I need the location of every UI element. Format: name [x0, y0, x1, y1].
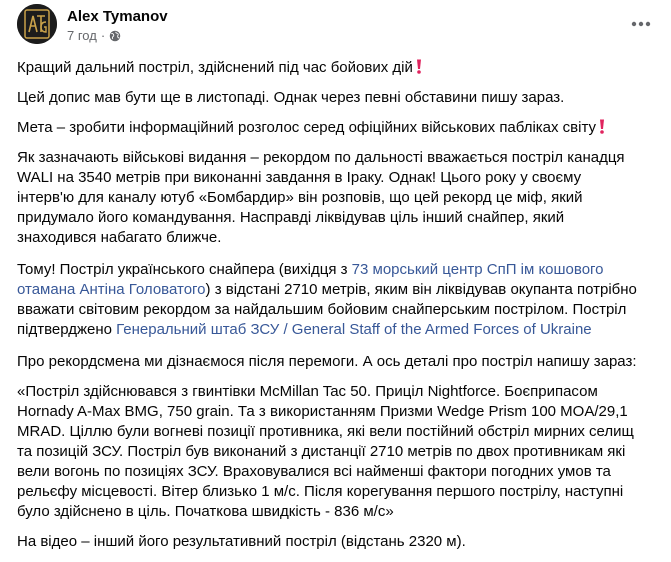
paragraph-text: ) з відстані 2710 метрів, яким він ліквідував окупанта потрібно вважати світовим рекордом за найдальшим бойовим снайперським пострілом. Постріл підтверджено — [17, 281, 637, 338]
paragraph-text: Мета – зробити інформаційний розголос серед офіційних військових пабліках світу — [17, 119, 597, 136]
paragraph-text: Тому! Постріл українського снайпера (вихідця з — [17, 261, 352, 278]
more-horizontal-icon — [631, 21, 651, 27]
page-link-73-center[interactable]: 73 морський центр СпП ім кошового отамана Антіна Головатого — [17, 261, 604, 298]
post-time[interactable]: 7 год — [67, 28, 97, 43]
post-paragraph — [17, 58, 637, 78]
page-link-general-staff[interactable]: Генеральний штаб ЗСУ / General Staff of the Armed Forces of Ukraine — [116, 321, 592, 338]
post-paragraph — [17, 118, 637, 138]
atg-logo-icon — [17, 4, 57, 44]
post-paragraph: На відео – інший його результативний постріл (відстань 2320 м). — [17, 533, 466, 550]
post-body — [17, 58, 637, 562]
post-paragraph: Як зазначають військові видання – рекордом по дальності вважається постріл канадця WALI на 3540 метрів при виконанні завдання в Іраку. Однак! Цього року у своєму інтерв'ю для каналу ютуб «Бомбардир» він розповів, що цей рекорд це міф, який придумало його командування. Насправді ліквідував ціль інший снайпер, який знаходився набагато ближче. — [17, 149, 625, 246]
paragraph-text: Кращий дальний постріл, здійснений під час бойових дій — [17, 59, 413, 76]
post-paragraph: Цей допис мав бути ще в листопаді. Однак через певні обставини пишу зараз. — [17, 89, 565, 106]
meta-separator: · — [100, 28, 106, 43]
post-meta — [67, 28, 121, 43]
post-header — [17, 4, 661, 46]
red-exclamation-icon — [599, 119, 605, 134]
author-name[interactable]: Alex Tymanov — [67, 8, 168, 25]
red-exclamation-icon — [416, 59, 422, 74]
avatar[interactable] — [17, 4, 57, 44]
post-paragraph: «Постріл здійснювався з гвинтівки McMillan Tac 50. Приціл Nightforce. Боєприпасом Hornady A-Max BMG, 750 grain. Та з використанням Призми Wedge Prism 100 MOA/29,1 MRAD. Ціллю були вогневі позиції противника, які вели постійний обстріл мирних селищ та позицій ЗСУ. Постріл був виконаний з дистанції 2710 метрів по двох противникам які вели вогонь по позиціях ЗСУ. Враховувалися всі найменші фактори погодних умов та рельєфу місцевості. Вітер близько 1 м/с. Після корегування першого пострілу, наступні було здійснено в ціль. Початкова швидкість - 836 м/с» — [17, 383, 634, 520]
post-paragraph — [17, 260, 637, 340]
globe-icon — [109, 30, 121, 42]
more-options-button[interactable] — [627, 10, 655, 38]
post-paragraph: Про рекордсмена ми дізнаємося після перемоги. А ось деталі про постріл напишу зараз: — [17, 353, 637, 370]
